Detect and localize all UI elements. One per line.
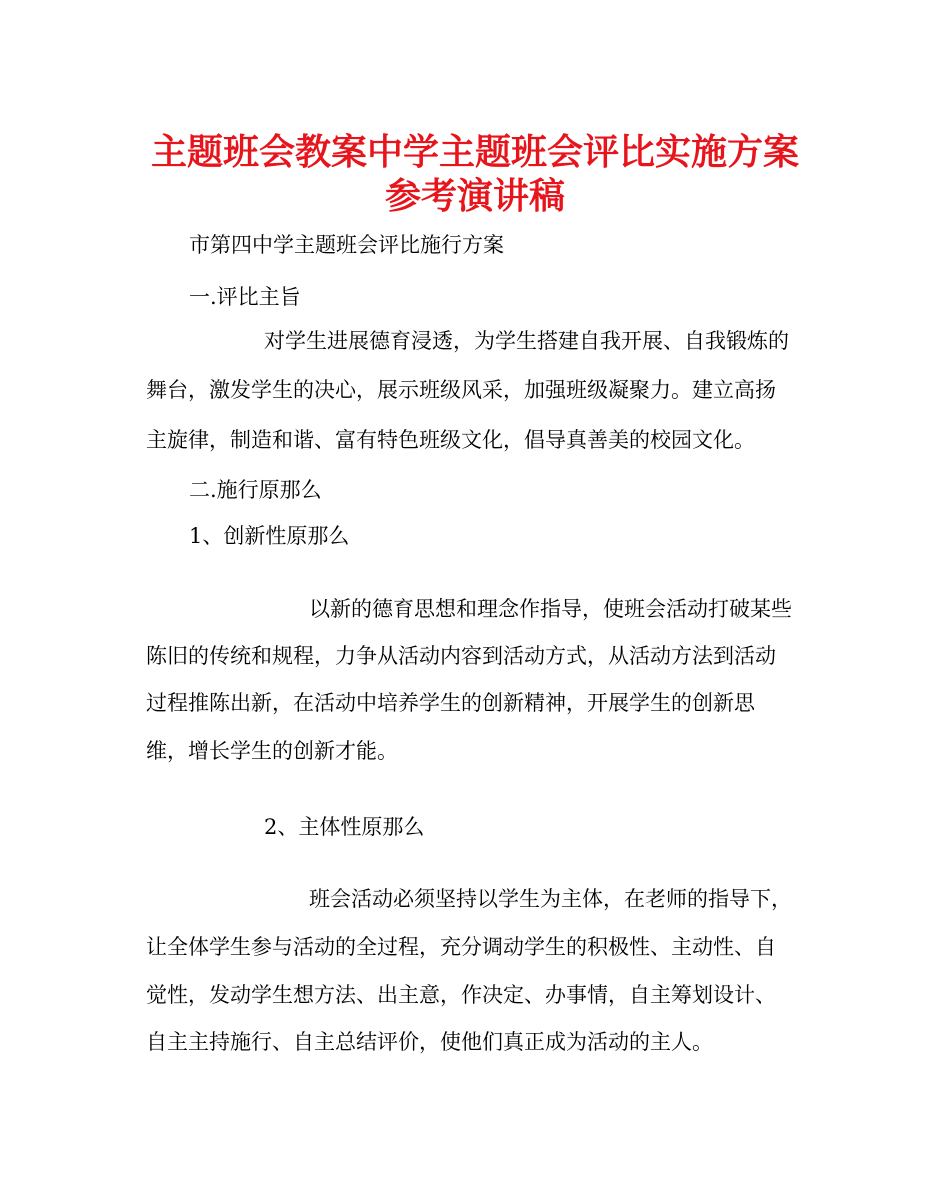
principle-2-heading: 2、主体性原那么 — [264, 815, 425, 839]
principle-2-paragraph-line: 觉性，发动学生想方法、出主意，作决定、办事情，自主筹划设计、 — [146, 983, 776, 1007]
principle-1-heading: 1、创新性原那么 — [189, 524, 350, 548]
section-1-heading: 一.评比主旨 — [189, 285, 301, 309]
principle-1-paragraph-line: 维，增长学生的创新才能。 — [146, 739, 398, 763]
principle-1-paragraph-line: 以新的德育思想和理念作指导，使班会活动打破某些 — [309, 597, 792, 621]
principle-2-paragraph-line: 班会活动必须坚持以学生为主体，在老师的指导下， — [309, 887, 792, 911]
principle-1-paragraph-line: 陈旧的传统和规程，力争从活动内容到活动方式，从活动方法到活动 — [146, 644, 776, 668]
section-2-heading: 二.施行原那么 — [189, 478, 322, 502]
principle-2-paragraph-line: 让全体学生参与活动的全过程，充分调动学生的积极性、主动性、自 — [146, 935, 776, 959]
document-title-line-2: 参考演讲稿 — [384, 176, 565, 217]
section-1-paragraph-line: 主旋律，制造和谐、富有特色班级文化，倡导真善美的校园文化。 — [146, 428, 755, 452]
principle-2-paragraph-line: 自主主持施行、自主总结评价，使他们真正成为活动的主人。 — [146, 1030, 713, 1054]
section-1-paragraph-line: 对学生进展德育浸透，为学生搭建自我开展、自我锻炼的 — [264, 329, 789, 353]
document-subtitle: 市第四中学主题班会评比施行方案 — [189, 233, 504, 257]
section-1-paragraph-line: 舞台，激发学生的决心，展示班级风采，加强班级凝聚力。建立高扬 — [146, 378, 776, 402]
principle-1-paragraph-line: 过程推陈出新，在活动中培养学生的创新精神，开展学生的创新思 — [146, 691, 755, 715]
document-title-line-1: 主题班会教案中学主题班会评比实施方案 — [150, 132, 799, 173]
